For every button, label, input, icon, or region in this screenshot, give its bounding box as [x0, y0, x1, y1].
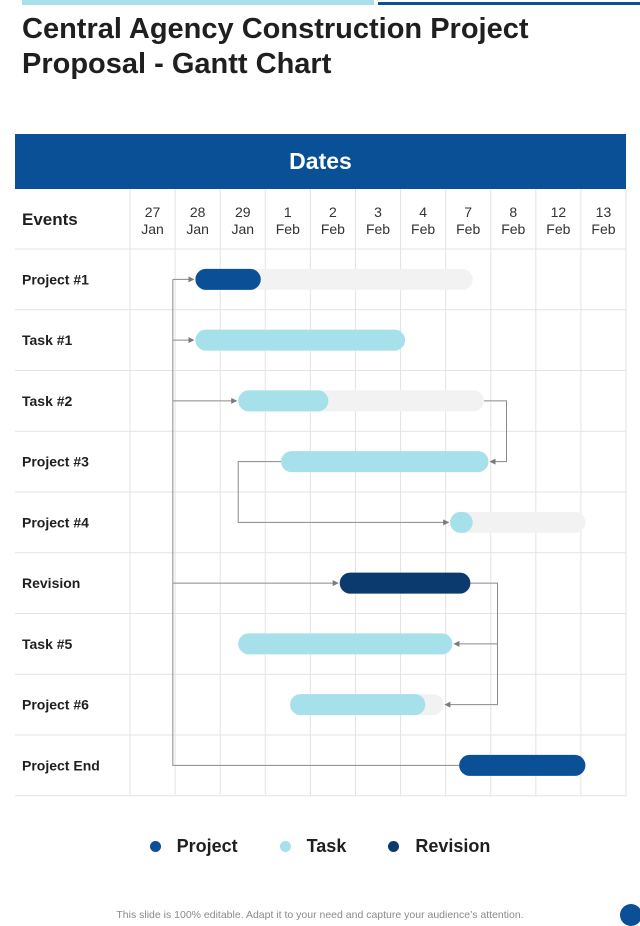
- event-label: Project End: [22, 757, 100, 774]
- gantt-bar: [281, 451, 488, 472]
- date-month-label: Jan: [231, 221, 255, 237]
- corner-decoration: [620, 904, 640, 926]
- gantt-bar: [340, 573, 471, 594]
- date-month-label: Feb: [456, 221, 481, 237]
- event-label: Project #3: [22, 453, 89, 470]
- date-month-label: Feb: [411, 221, 436, 237]
- legend-dot-task: [280, 841, 291, 852]
- date-day-label: 28: [189, 204, 206, 220]
- gantt-bar: [238, 633, 452, 654]
- event-label: Project #1: [22, 271, 89, 288]
- date-month-label: Feb: [501, 221, 526, 237]
- chart-legend: [0, 832, 640, 860]
- gantt-bar: [238, 390, 328, 411]
- legend-dot-revision: [388, 841, 399, 852]
- date-month-label: Feb: [591, 221, 616, 237]
- date-day-label: 2: [329, 204, 337, 220]
- event-label: Task #1: [22, 332, 73, 349]
- date-month-label: Feb: [275, 221, 300, 237]
- date-month-label: Feb: [365, 221, 391, 237]
- gantt-bar: [290, 694, 425, 715]
- gantt-bar: [195, 269, 260, 290]
- legend-label-task: Task: [306, 835, 347, 856]
- date-day-label: 4: [419, 204, 427, 220]
- event-label: Task #2: [22, 392, 73, 409]
- date-day-label: 27: [144, 204, 161, 220]
- date-day-label: 3: [374, 204, 382, 220]
- date-month-label: Feb: [320, 221, 345, 237]
- date-day-label: 7: [464, 204, 473, 220]
- event-label: Project #6: [22, 696, 89, 713]
- page-title-line-1: Central Agency Construction Project: [22, 13, 529, 45]
- gantt-bar: [459, 755, 585, 776]
- gantt-bar: [450, 512, 473, 533]
- events-header: Events: [22, 210, 78, 229]
- date-day-label: 1: [283, 204, 292, 220]
- legend-dot-project: [150, 841, 161, 852]
- legend-item-revision: [388, 836, 490, 857]
- date-day-label: 12: [550, 204, 567, 220]
- legend-item-task: [280, 836, 347, 857]
- legend-item-project: [150, 836, 238, 857]
- legend-label-project: Project: [176, 835, 238, 856]
- footnote: This slide is 100% editable. Adapt it to your need and capture your audience’s attention.: [116, 909, 524, 921]
- date-month-label: Jan: [186, 221, 209, 237]
- date-day-label: 13: [595, 204, 612, 220]
- date-day-label: 8: [509, 204, 518, 220]
- dates-header: Dates: [15, 134, 626, 189]
- date-day-label: 29: [234, 204, 251, 220]
- date-month-label: Jan: [141, 221, 164, 237]
- event-label: Project #4: [22, 514, 89, 531]
- event-label: Task #5: [22, 635, 73, 652]
- legend-label-revision: Revision: [415, 835, 491, 856]
- date-month-label: Feb: [546, 221, 571, 237]
- event-label: Revision: [22, 575, 81, 592]
- page-title-line-2: Proposal - Gantt Chart: [22, 48, 332, 80]
- gantt-bar: [195, 330, 405, 351]
